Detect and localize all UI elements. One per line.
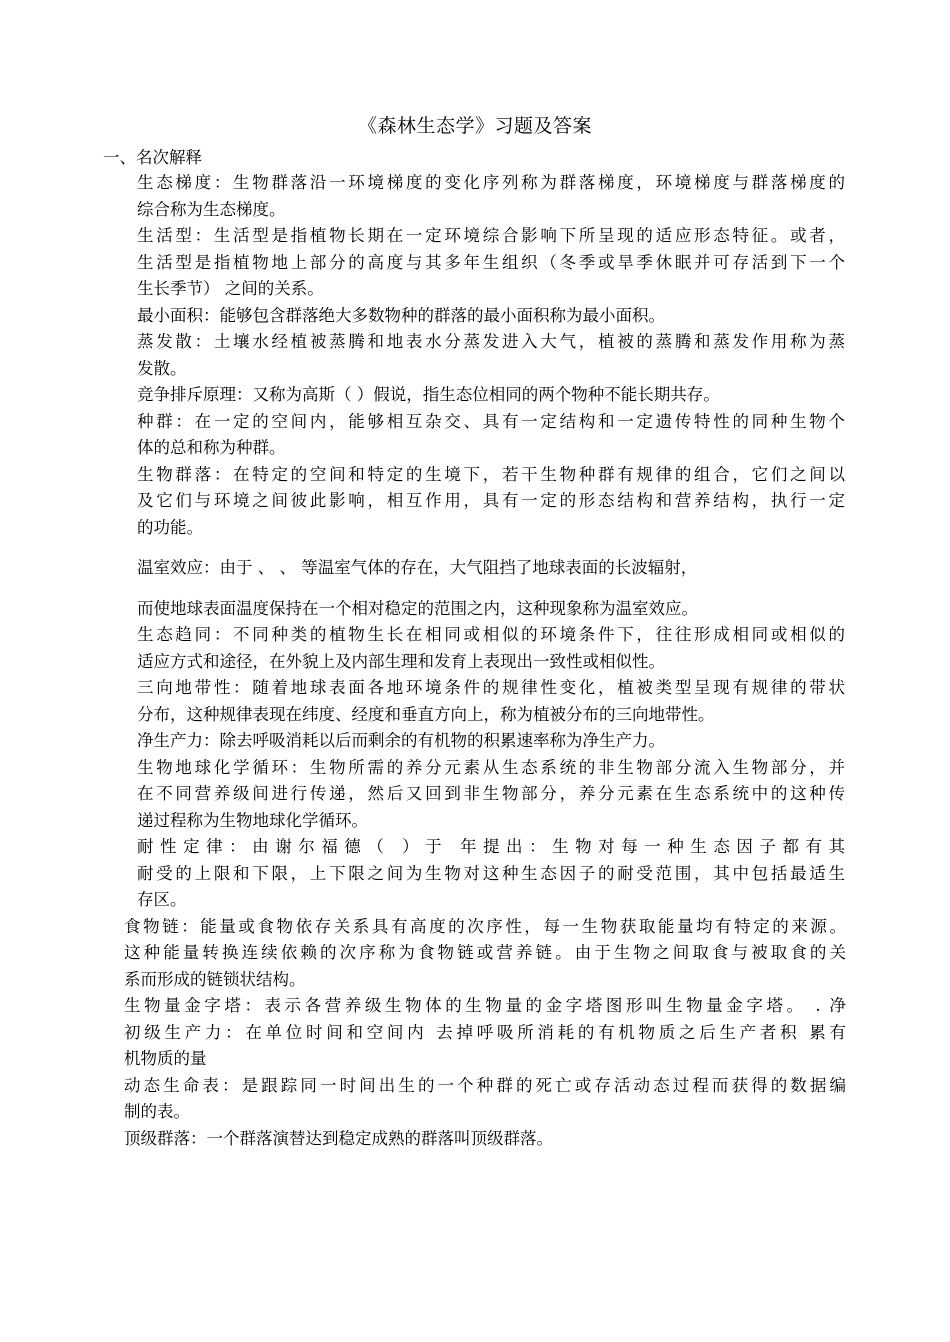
definition-line: 生长季节） 之间的关系。 (137, 279, 324, 298)
definition-entry (124, 914, 846, 994)
definition-line: 这种能量转换连续依赖的次序称为食物链或营养链。由于生物之间取食与被取食的关 (124, 943, 846, 962)
definition-line: 在不同营养级间进行传递，然后又回到非生物部分，养分元素在生态系统中的这种传 (137, 784, 845, 803)
definition-line: 存区。 (137, 890, 187, 909)
section-heading: 一、名次解释 (103, 148, 202, 167)
definition-entry (137, 555, 845, 582)
definition-line: 种群：在一定的空间内，能够相互杂交、具有一定结构和一定遗传特性的同种生物个 (137, 411, 845, 431)
definition-line: 初级生产力：在单位时间和空间内 去掉呼吸所消耗的有机物质之后生产者积 累有 (124, 1022, 846, 1042)
definition-entry (137, 329, 845, 382)
definition-line: 机物质的量 (124, 1049, 207, 1068)
definition-line: 温室效应：由于 、 、 等温室气体的存在，大气阻挡了地球表面的长波辐射， (137, 558, 698, 577)
definition-line: 分布，这种规律表现在纬度、经度和垂直方向上，称为植被分布的三向地带性。 (137, 704, 715, 724)
definition-line: 综合称为生态梯度。 (137, 199, 286, 219)
definition-entry (137, 409, 845, 462)
definition-entry (137, 303, 845, 330)
definition-line: 制的表。 (124, 1102, 190, 1121)
definition-list (0, 170, 950, 1152)
definition-entry (137, 596, 845, 623)
definition-line: 耐性定律：由谢尔福德（ ）于 年提出：生物对每一种生态因子都有其 (137, 837, 845, 856)
definition-line: 及它们与环境之间彼此影响，相互作用，具有一定的形态结构和营养结构，执行一定 (137, 491, 845, 510)
definition-entry (137, 223, 845, 303)
definition-entry (137, 462, 845, 542)
definition-line: 递过程称为生物地球化学循环。 (137, 810, 368, 830)
definition-line: 生活型：生活型是指植物长期在一定环境综合影响下所呈现的适应形态特征。或者， (137, 226, 845, 245)
definition-line: 生态梯度：生物群落沿一环境梯度的变化序列称为群落梯度，环境梯度与群落梯度的 (137, 173, 845, 192)
definition-entry (137, 675, 845, 728)
definition-line: 净生产力：除去呼吸消耗以后而剩余的有机物的积累速率称为净生产力。 (137, 731, 665, 750)
definition-entry (137, 834, 845, 914)
definition-line: 食物链：能量或食物依存关系具有高度的次序性，每一生物获取能量均有特定的来源。 (124, 916, 846, 936)
definition-line: 三向地带性：随着地球表面各地环境条件的规律性变化，植被类型呈现有规律的带状 (137, 678, 845, 697)
definition-line: 生态趋同：不同种类的植物生长在相同或相似的环境条件下，往往形成相同或相似的 (137, 625, 845, 644)
definition-entry (137, 382, 845, 409)
document-title: 《森林生态学》习题及答案 (357, 115, 592, 137)
definition-line: 系而形成的链锁状结构。 (124, 969, 306, 989)
definition-line: 生物量金字塔：表示各营养级生物体的生物量的金字塔图形叫生物量金字塔。 . 净 (124, 996, 846, 1015)
definition-line: 发散。 (137, 358, 187, 378)
definition-line: 顶级群落：一个群落演替达到稳定成熟的群落叫顶级群落。 (124, 1128, 553, 1148)
definition-line: 生活型是指植物地上部分的高度与其多年生组织（冬季或旱季休眠并可存活到下一个 (137, 252, 845, 272)
definition-line: 生物地球化学循环：生物所需的养分元素从生态系统的非生物部分流入生物部分，并 (137, 757, 845, 777)
definition-line: 耐受的上限和下限，上下限之间为生物对这种生态因子的耐受范围，其中包括最适生 (137, 863, 845, 883)
definition-line: 蒸发散：土壤水经植被蒸腾和地表水分蒸发进入大气，植被的蒸腾和蒸发作用称为蒸 (137, 332, 845, 351)
definition-line: 动态生命表：是跟踪同一时间出生的一个种群的死亡或存活动态过程而获得的数据编 (124, 1075, 846, 1095)
definition-entry (124, 1126, 846, 1153)
definition-line: 竞争排斥原理：又称为高斯（ ）假说，指生态位相同的两个物种不能长期共存。 (137, 385, 720, 404)
definition-entry (137, 170, 845, 223)
definition-entry (137, 728, 845, 755)
definition-entry (124, 1073, 846, 1126)
definition-line: 而使地球表面温度保持在一个相对稳定的范围之内，这种现象称为温室效应。 (137, 598, 698, 618)
definition-line: 生物群落：在特定的空间和特定的生境下，若干生物种群有规律的组合，它们之间以 (137, 464, 845, 484)
definition-entry (137, 622, 845, 675)
definition-line: 适应方式和途径，在外貌上及内部生理和发育上表现出一致性或相似性。 (137, 651, 665, 671)
definition-entry (124, 993, 846, 1073)
definition-entry (137, 755, 845, 835)
definition-line: 体的总和称为种群。 (137, 438, 286, 457)
definition-line: 的功能。 (137, 517, 203, 537)
definition-line: 最小面积：能够包含群落绝大多数物种的群落的最小面积称为最小面积。 (137, 305, 665, 325)
